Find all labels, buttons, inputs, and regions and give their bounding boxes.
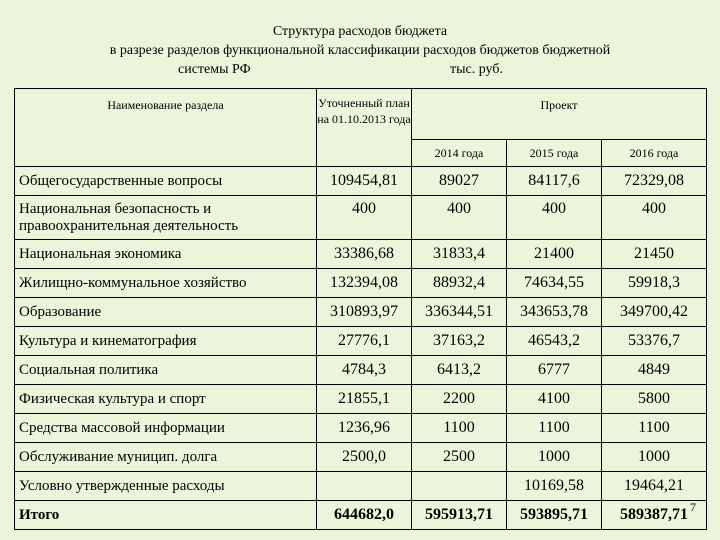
cell-2014: 37163,2 bbox=[412, 327, 507, 356]
table-row bbox=[15, 298, 707, 327]
cell-2014: 2200 bbox=[412, 385, 507, 414]
table-row bbox=[15, 356, 707, 385]
row-label: Социальная политика bbox=[15, 356, 317, 385]
cell-2016: 19464,21 bbox=[602, 472, 707, 501]
row-label: Культура и кинематография bbox=[15, 327, 317, 356]
total-row bbox=[15, 501, 707, 530]
header-year-2016: 2016 года bbox=[602, 140, 707, 167]
cell-2014 bbox=[412, 472, 507, 501]
table-row bbox=[15, 240, 707, 269]
cell-plan: 33386,68 bbox=[317, 240, 412, 269]
row-label: Условно утвержденные расходы bbox=[15, 472, 317, 501]
header-project: Проект bbox=[412, 89, 707, 140]
cell-2015: 74634,55 bbox=[507, 269, 602, 298]
table-row bbox=[15, 327, 707, 356]
title-line-2: в разрезе разделов функциональной классификации расходов бюджетов бюджетной bbox=[109, 43, 611, 58]
cell-2014: 400 bbox=[412, 196, 507, 240]
cell-2016: 5800 bbox=[602, 385, 707, 414]
table-row bbox=[15, 443, 707, 472]
title-line-3 bbox=[0, 60, 720, 79]
header-year-2015: 2015 года bbox=[507, 140, 602, 167]
cell-2014: 6413,2 bbox=[412, 356, 507, 385]
total-plan: 644682,0 bbox=[317, 501, 412, 530]
cell-2015: 1100 bbox=[507, 414, 602, 443]
cell-2015: 10169,58 bbox=[507, 472, 602, 501]
table-row bbox=[15, 472, 707, 501]
cell-plan: 4784,3 bbox=[317, 356, 412, 385]
header-year-2014: 2014 года bbox=[412, 140, 507, 167]
cell-2016: 21450 bbox=[602, 240, 707, 269]
cell-plan: 2500,0 bbox=[317, 443, 412, 472]
row-label: Средства массовой информации bbox=[15, 414, 317, 443]
row-label: Образование bbox=[15, 298, 317, 327]
cell-2015: 21400 bbox=[507, 240, 602, 269]
header-plan: Уточненный план на 01.10.2013 года bbox=[317, 89, 412, 167]
cell-2016: 53376,7 bbox=[602, 327, 707, 356]
cell-2014: 31833,4 bbox=[412, 240, 507, 269]
cell-2016: 72329,08 bbox=[602, 167, 707, 196]
row-label: Общегосударственные вопросы bbox=[15, 167, 317, 196]
cell-2014: 1100 bbox=[412, 414, 507, 443]
cell-2015: 4100 bbox=[507, 385, 602, 414]
cell-2016: 400 bbox=[602, 196, 707, 240]
cell-plan: 21855,1 bbox=[317, 385, 412, 414]
table-row bbox=[15, 414, 707, 443]
cell-plan: 109454,81 bbox=[317, 167, 412, 196]
table-row bbox=[15, 196, 707, 240]
cell-2015: 1000 bbox=[507, 443, 602, 472]
total-2016: 589387,71 bbox=[602, 501, 707, 530]
title-line-1: Структура расходов бюджета bbox=[272, 24, 448, 39]
total-2014: 595913,71 bbox=[412, 501, 507, 530]
cell-2014: 89027 bbox=[412, 167, 507, 196]
table-row bbox=[15, 385, 707, 414]
cell-2015: 343653,78 bbox=[507, 298, 602, 327]
cell-plan bbox=[317, 472, 412, 501]
cell-plan: 310893,97 bbox=[317, 298, 412, 327]
title-system: системы РФ bbox=[178, 62, 251, 77]
budget-table bbox=[14, 88, 707, 530]
cell-plan: 27776,1 bbox=[317, 327, 412, 356]
row-label: Жилищно-коммунальное хозяйство bbox=[15, 269, 317, 298]
title-units: тыс. руб. bbox=[450, 62, 503, 77]
row-label: Национальная экономика bbox=[15, 240, 317, 269]
document-title bbox=[0, 22, 720, 79]
row-label: Физическая культура и спорт bbox=[15, 385, 317, 414]
table-row bbox=[15, 269, 707, 298]
cell-2015: 6777 bbox=[507, 356, 602, 385]
cell-2016: 1000 bbox=[602, 443, 707, 472]
cell-2015: 46543,2 bbox=[507, 327, 602, 356]
table-row bbox=[15, 167, 707, 196]
cell-2016: 59918,3 bbox=[602, 269, 707, 298]
cell-2015: 84117,6 bbox=[507, 167, 602, 196]
cell-plan: 400 bbox=[317, 196, 412, 240]
cell-2016: 4849 bbox=[602, 356, 707, 385]
cell-plan: 132394,08 bbox=[317, 269, 412, 298]
header-section-name: Наименование раздела bbox=[15, 89, 317, 167]
cell-2015: 400 bbox=[507, 196, 602, 240]
row-label: Национальная безопасность и правоохранительная деятельность bbox=[15, 196, 317, 240]
page-number: 7 bbox=[690, 500, 696, 514]
cell-plan: 1236,96 bbox=[317, 414, 412, 443]
total-2015: 593895,71 bbox=[507, 501, 602, 530]
cell-2014: 2500 bbox=[412, 443, 507, 472]
cell-2016: 349700,42 bbox=[602, 298, 707, 327]
row-label: Обслуживание муницип. долга bbox=[15, 443, 317, 472]
cell-2014: 88932,4 bbox=[412, 269, 507, 298]
cell-2014: 336344,51 bbox=[412, 298, 507, 327]
total-label: Итого bbox=[15, 501, 317, 530]
cell-2016: 1100 bbox=[602, 414, 707, 443]
